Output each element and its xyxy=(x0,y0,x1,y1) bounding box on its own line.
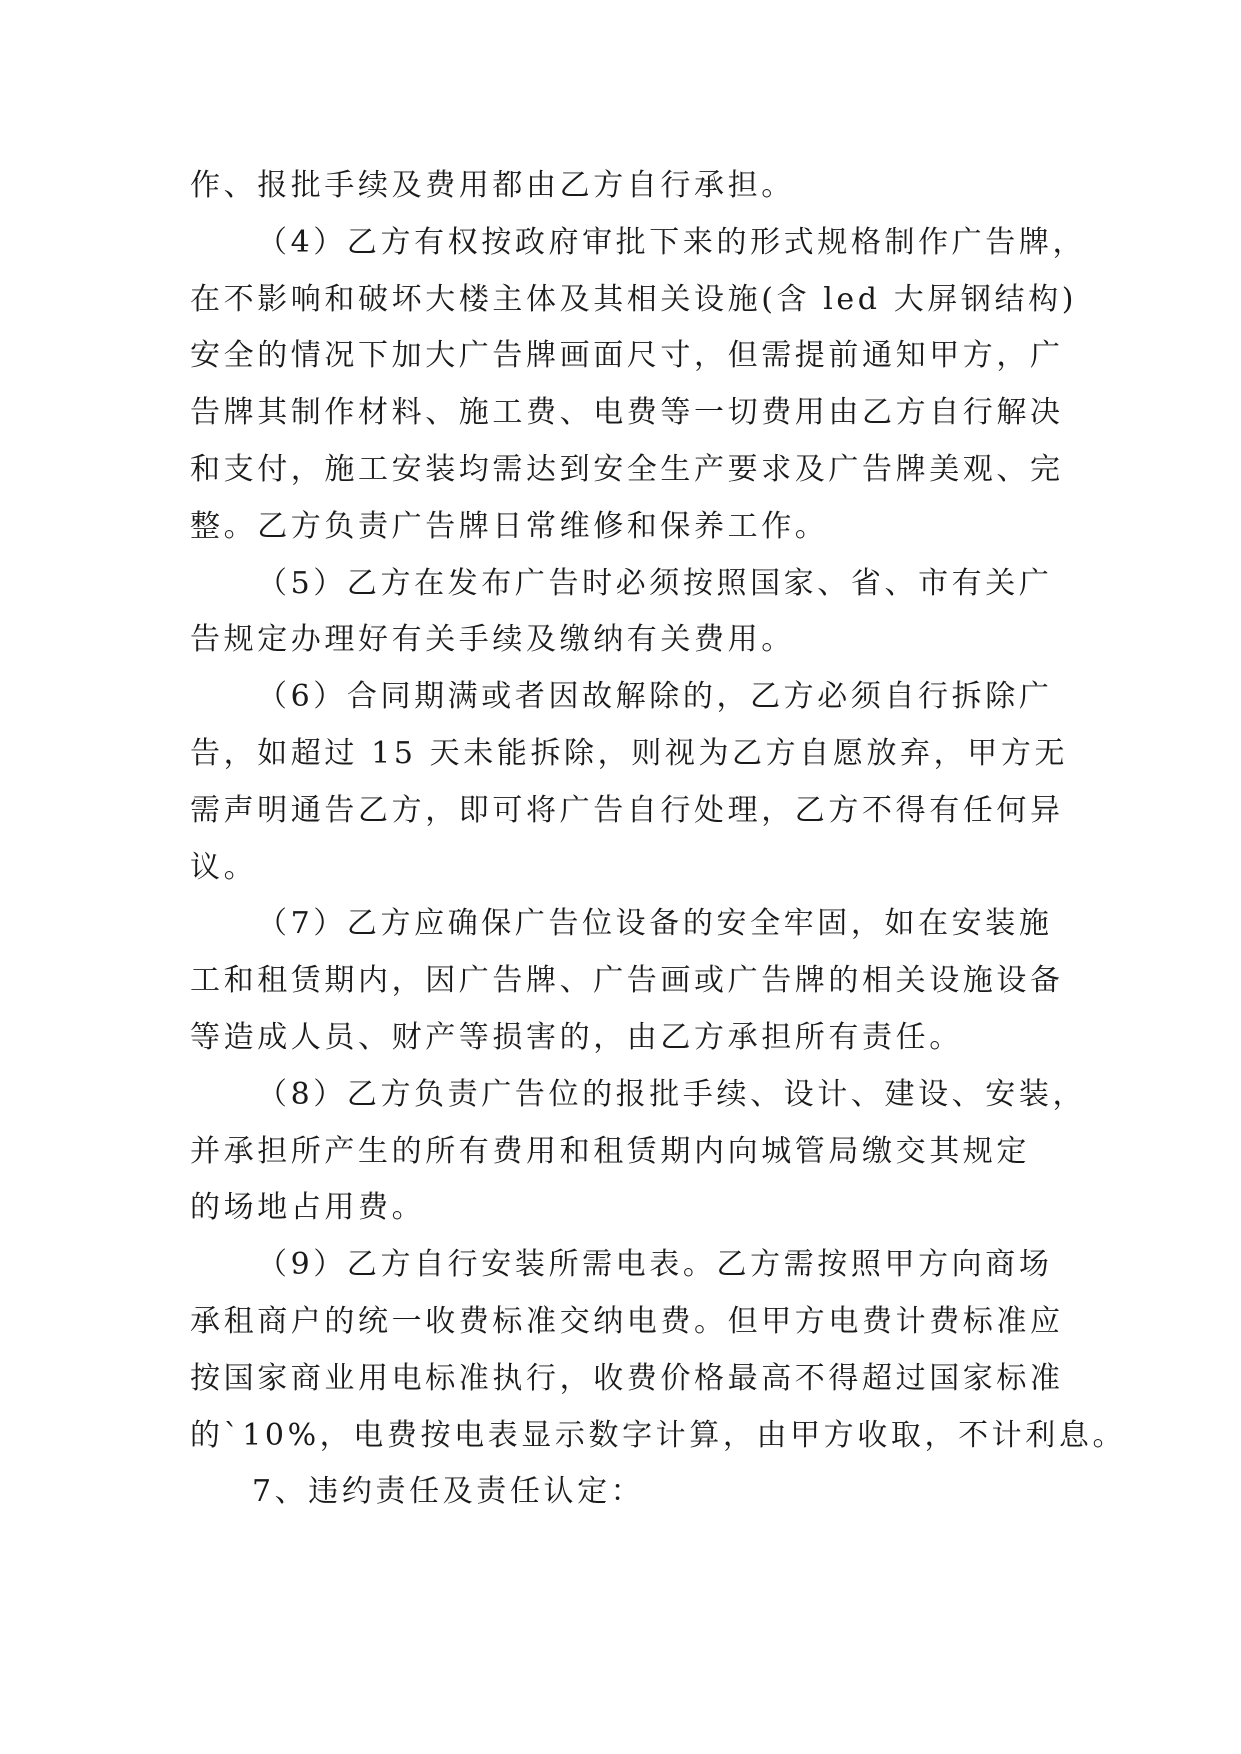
text-line: 工和租赁期内，因广告牌、广告画或广告牌的相关设施设备 xyxy=(190,963,1064,999)
text-line: 承租商户的统一收费标准交纳电费。但甲方电费计费标准应 xyxy=(190,1303,1064,1339)
text-line: 告，如超过 15 天未能拆除，则视为乙方自愿放弃，甲方无 xyxy=(190,735,1069,771)
text-line: 在不影响和破坏大楼主体及其相关设施(含 led 大屏钢结构) xyxy=(190,281,1078,317)
text-line: （6）合同期满或者因故解除的，乙方必须自行拆除广 xyxy=(257,679,1053,715)
text-line: 7、违约责任及责任认定： xyxy=(252,1474,645,1510)
text-line: 等造成人员、财产等损害的，由乙方承担所有责任。 xyxy=(190,1019,963,1055)
text-line: 告牌其制作材料、施工费、电费等一切费用由乙方自行解决 xyxy=(190,395,1064,431)
text-line: 按国家商业用电标准执行，收费价格最高不得超过国家标准 xyxy=(190,1360,1064,1396)
text-line: 并承担所产生的所有费用和租赁期内向城管局缴交其规定 xyxy=(190,1133,1030,1169)
text-line: 和支付，施工安装均需达到安全生产要求及广告牌美观、完 xyxy=(190,451,1064,487)
text-line: 整。乙方负责广告牌日常维修和保养工作。 xyxy=(190,508,829,544)
document-body xyxy=(190,158,1127,1521)
text-line: 告规定办理好有关手续及缴纳有关费用。 xyxy=(190,622,795,658)
text-line: 的场地占用费。 xyxy=(190,1190,426,1226)
text-line: （4）乙方有权按政府审批下来的形式规格制作广告牌， xyxy=(257,224,1087,260)
text-line: （8）乙方负责广告位的报批手续、设计、建设、安装， xyxy=(257,1076,1087,1112)
text-line: （9）乙方自行安装所需电表。乙方需按照甲方向商场 xyxy=(257,1247,1053,1283)
text-line: （7）乙方应确保广告位设备的安全牢固，如在安装施 xyxy=(257,906,1053,942)
text-line: 作、报批手续及费用都由乙方自行承担。 xyxy=(190,168,795,203)
text-line: 安全的情况下加大广告牌画面尺寸，但需提前通知甲方，广 xyxy=(190,338,1064,374)
text-line: 议。 xyxy=(190,849,258,885)
text-line: 的`10%，电费按电表显示数字计算，由甲方收取，不计利息。 xyxy=(190,1417,1127,1453)
text-line: （5）乙方在发布广告时必须按照国家、省、市有关广 xyxy=(257,565,1053,601)
text-line: 需声明通告乙方，即可将广告自行处理，乙方不得有任何异 xyxy=(190,792,1064,828)
